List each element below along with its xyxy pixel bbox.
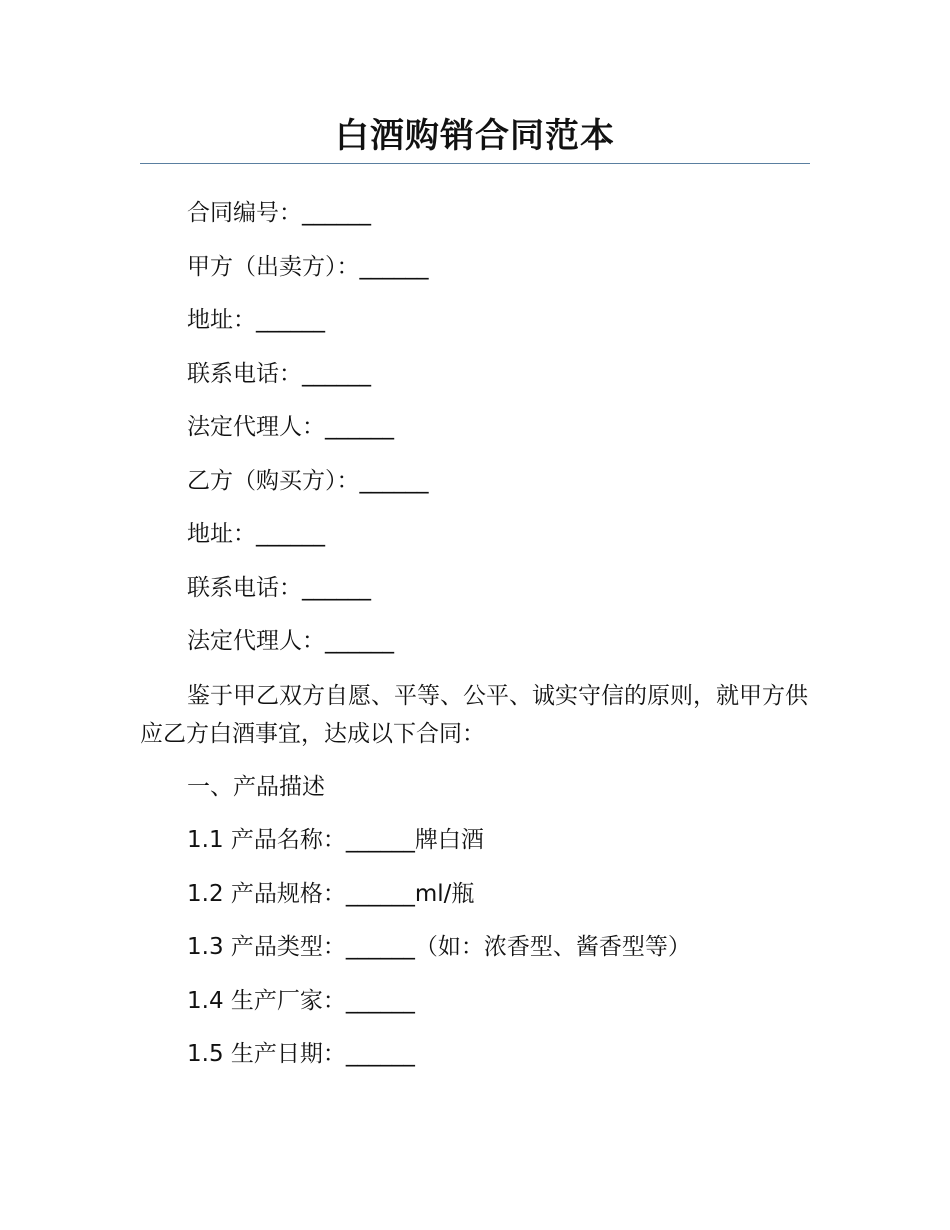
party-b-address-field: 地址：______: [187, 521, 325, 547]
title-divider: [140, 163, 810, 164]
party-b-field: 乙方（购买方）：______: [187, 468, 429, 494]
product-type-item: 1.3 产品类型：______（如：浓香型、酱香型等）: [187, 934, 691, 960]
document-title: 白酒购销合同范本: [335, 116, 615, 156]
party-a-address-field: 地址：______: [187, 307, 325, 333]
party-a-legal-rep-field: 法定代理人：______: [187, 414, 394, 440]
preamble-paragraph: [140, 677, 810, 753]
manufacturer-item: 1.4 生产厂家：______: [187, 988, 415, 1014]
party-b-phone-field: 联系电话：______: [187, 575, 371, 601]
product-name-item: 1.1 产品名称：______牌白酒: [187, 827, 484, 853]
contract-number-field: 合同编号：______: [187, 200, 371, 226]
preamble-text: 鉴于甲乙双方自愿、平等、公平、诚实守信的原则，就甲方供应乙方白酒事宜，达成以下合同：: [140, 683, 808, 747]
production-date-item: 1.5 生产日期：______: [187, 1041, 415, 1067]
section-heading: 一、产品描述: [187, 774, 325, 800]
party-a-field: 甲方（出卖方）：______: [187, 254, 429, 280]
product-spec-item: 1.2 产品规格：______ml/瓶: [187, 881, 475, 907]
party-b-legal-rep-field: 法定代理人：______: [187, 628, 394, 654]
party-a-phone-field: 联系电话：______: [187, 361, 371, 387]
